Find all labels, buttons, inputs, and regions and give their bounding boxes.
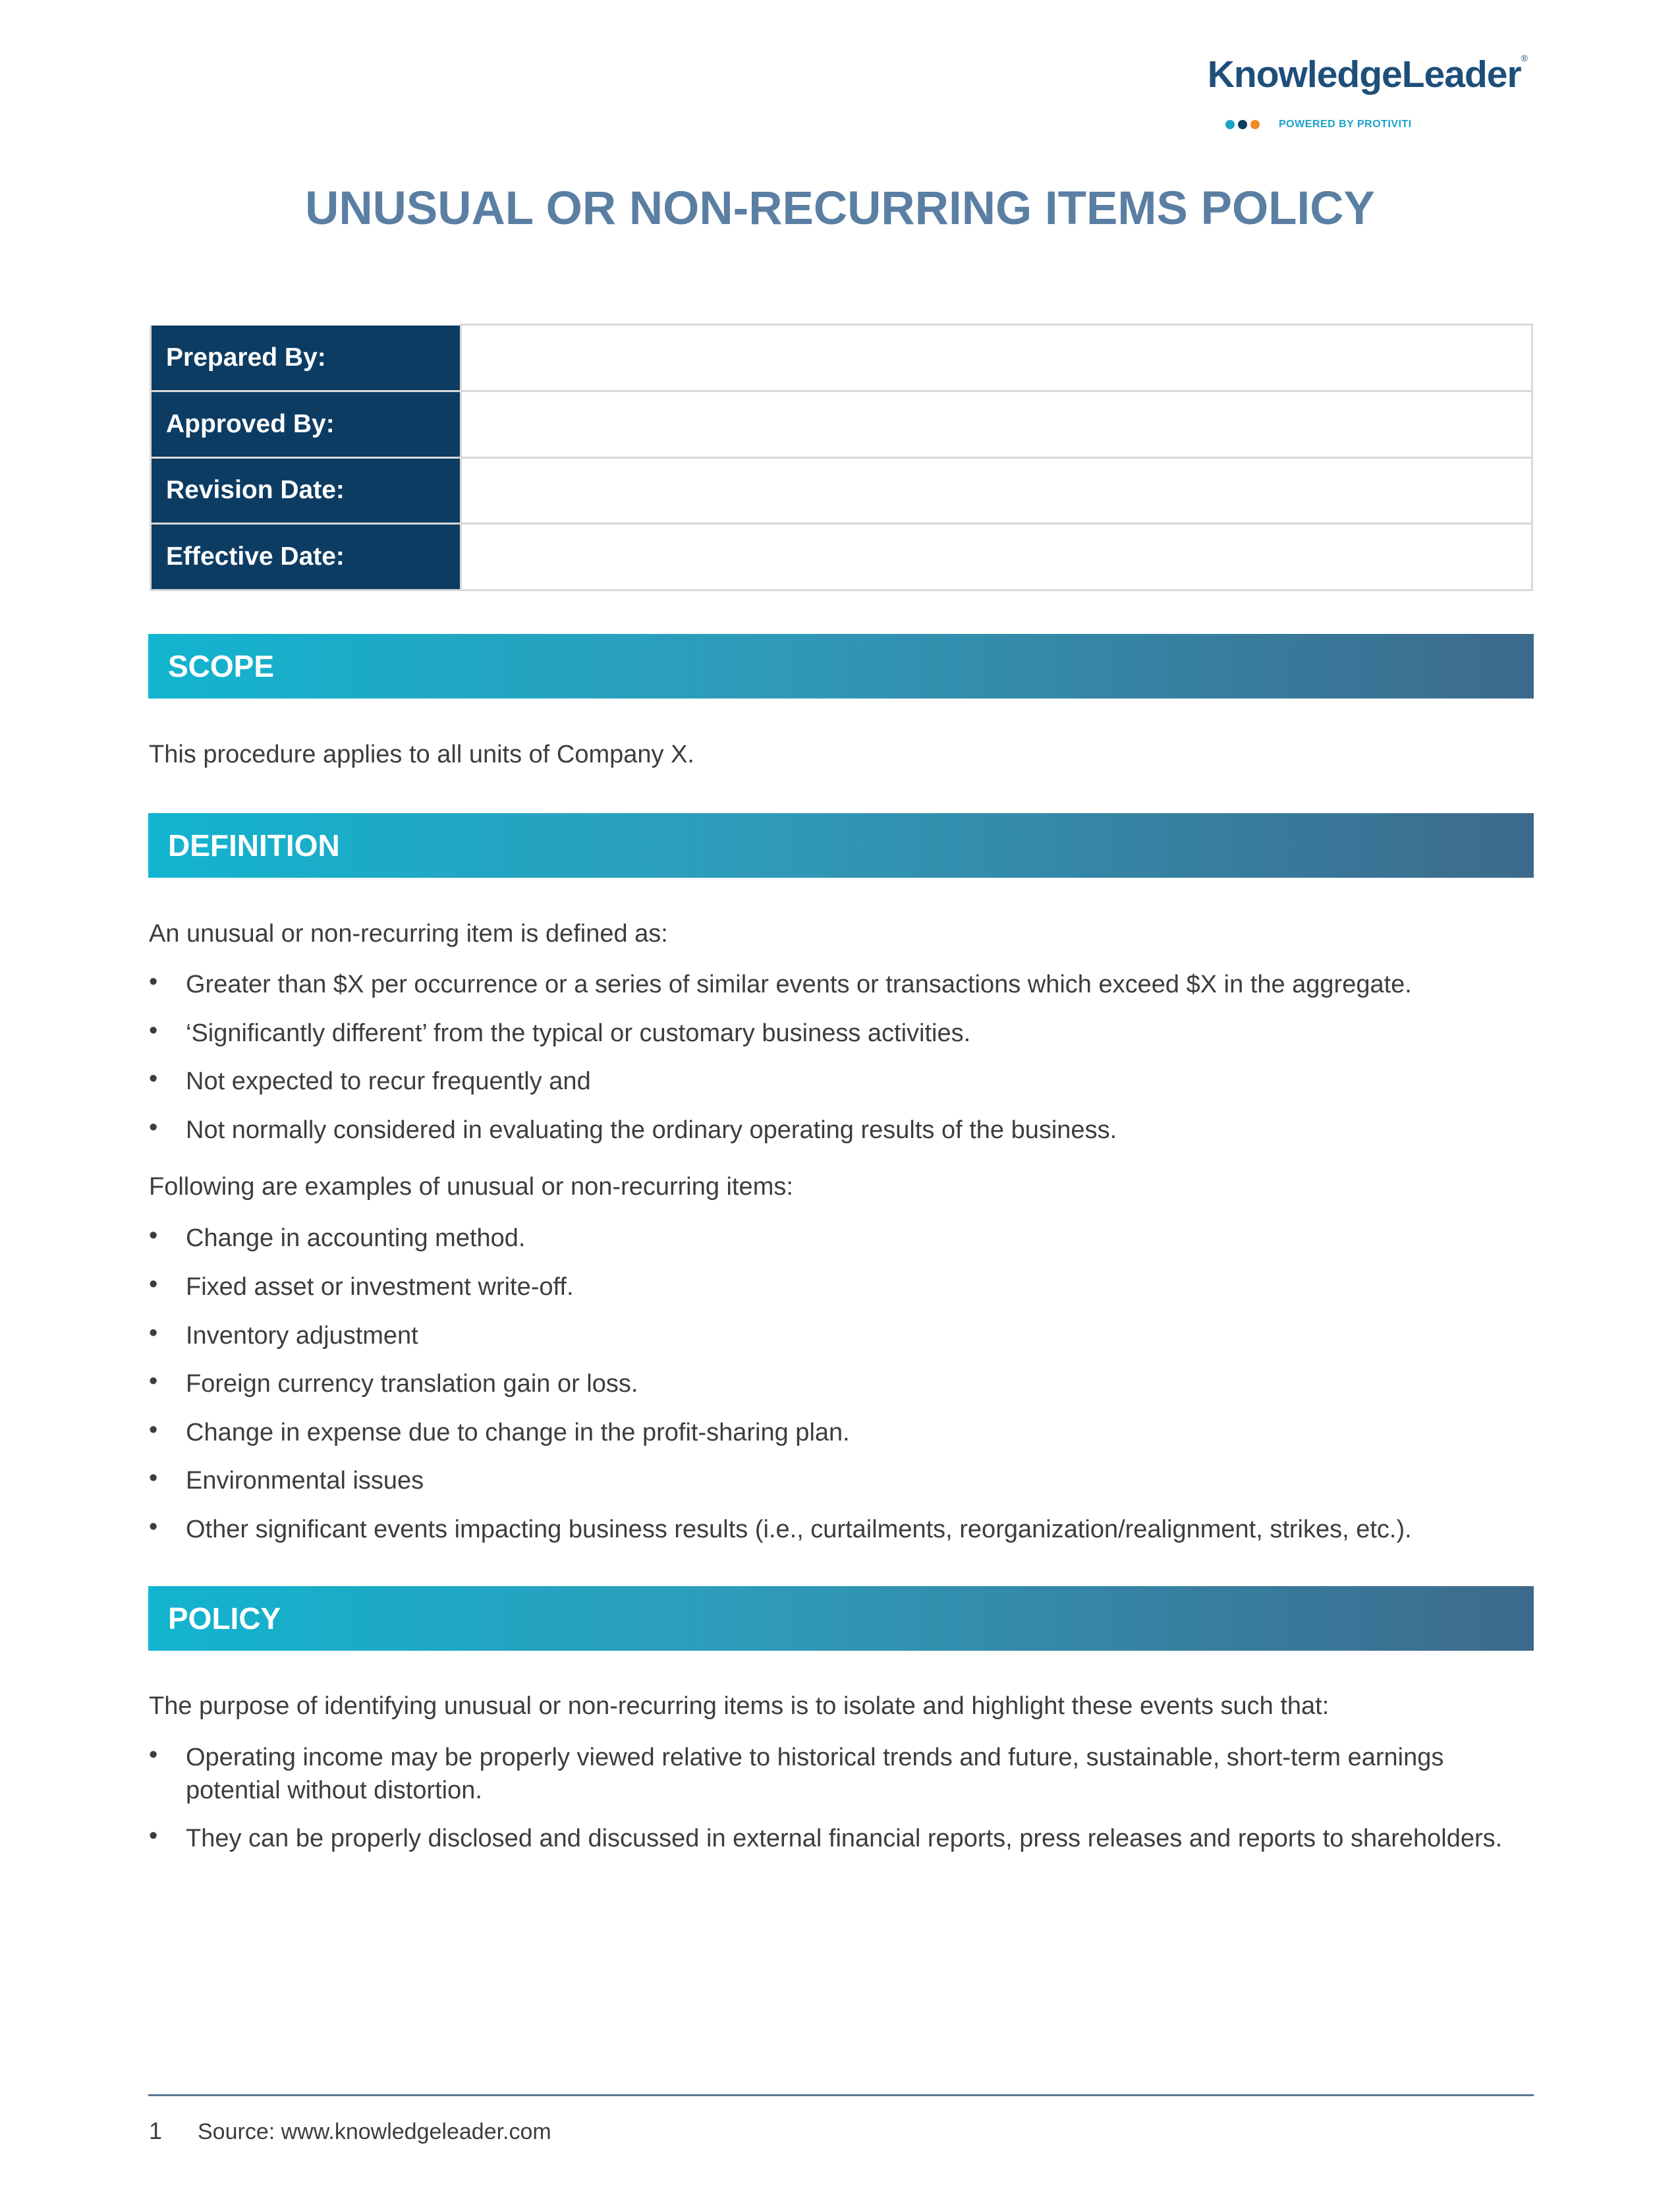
list-item-text: Inventory adjustment	[186, 1322, 418, 1350]
bullet-icon: •	[149, 1513, 158, 1541]
list-item-text: Greater than $X per occurrence or a series of similar events or transactions which exceed $X in the aggregate.	[186, 971, 1412, 998]
bullet-icon: •	[149, 1222, 158, 1249]
meta-row-effective-date	[151, 524, 1532, 590]
registered-mark: ®	[1521, 53, 1527, 63]
bullet-icon: •	[149, 1416, 158, 1444]
policy-intro: The purpose of identifying unusual or non-recurring items is to isolate and highlight these events such that:	[149, 1692, 1330, 1720]
meta-value	[461, 325, 1532, 391]
list-item-text: Not normally considered in evaluating the ordinary operating results of the business.	[186, 1116, 1117, 1144]
document-title: UNUSUAL OR NON-RECURRING ITEMS POLICY	[305, 183, 1375, 235]
bullet-icon: •	[149, 1367, 158, 1395]
bullet-icon: •	[149, 1741, 158, 1769]
page-number: 1	[149, 2117, 163, 2144]
bullet-icon: •	[149, 968, 158, 996]
brand-dot-2-icon	[1238, 120, 1247, 129]
list-item-text: Foreign currency translation gain or loss.	[186, 1370, 638, 1398]
list-item-text: Change in accounting method.	[186, 1224, 526, 1252]
meta-value	[461, 524, 1532, 590]
bullet-icon: •	[149, 1114, 158, 1141]
meta-label: Prepared By:	[151, 325, 461, 391]
bullet-icon: •	[149, 1065, 158, 1093]
definition-intro: An unusual or non-recurring item is defined as:	[149, 920, 668, 948]
list-item-text: Fixed asset or investment write-off.	[186, 1273, 574, 1301]
meta-label: Revision Date:	[151, 457, 461, 524]
bullet-icon: •	[149, 1017, 158, 1044]
brand-tagline: POWERED BY PROTIVITI	[1279, 119, 1412, 130]
section-heading-definition: DEFINITION	[148, 813, 1534, 878]
section-heading-policy: POLICY	[148, 1586, 1534, 1651]
list-item-text: Environmental issues	[186, 1467, 424, 1495]
list-item-text: Other significant events impacting business results (i.e., curtailments, reorganization/realignment, strikes, etc.).	[186, 1516, 1412, 1543]
list-item-text: Change in expense due to change in the profit-sharing plan.	[186, 1419, 850, 1446]
list-item-text: Operating income may be properly viewed relative to historical trends and future, sustainable, short-term earnings potential without distortion.	[186, 1744, 1444, 1804]
brand-name: KnowledgeLeader®	[1207, 53, 1527, 96]
bullet-icon: •	[149, 1319, 158, 1347]
section-heading-scope: SCOPE	[148, 634, 1534, 699]
meta-value	[461, 457, 1532, 524]
brand-dot-3-icon	[1250, 120, 1260, 129]
meta-row-prepared-by	[151, 325, 1532, 391]
examples-intro: Following are examples of unusual or non-recurring items:	[149, 1173, 793, 1201]
bullet-icon: •	[149, 1464, 158, 1492]
list-item-text: Not expected to recur frequently and	[186, 1068, 591, 1095]
footer-divider	[148, 2094, 1534, 2096]
scope-text: This procedure applies to all units of Company X.	[149, 741, 694, 768]
meta-label: Effective Date:	[151, 524, 461, 590]
footer-source: Source: www.knowledgeleader.com	[198, 2119, 551, 2144]
meta-label: Approved By:	[151, 391, 461, 457]
document-meta-table	[150, 324, 1533, 591]
bullet-icon: •	[149, 1822, 158, 1850]
meta-value	[461, 391, 1532, 457]
meta-row-revision-date	[151, 457, 1532, 524]
brand-logo	[1185, 53, 1527, 132]
list-item-text: ‘Significantly different’ from the typical or customary business activities.	[186, 1019, 971, 1047]
list-item-text: They can be properly disclosed and discussed in external financial reports, press releases and reports to shareholders.	[186, 1825, 1503, 1852]
meta-row-approved-by	[151, 391, 1532, 457]
brand-tagline-row	[1225, 119, 1412, 130]
bullet-icon: •	[149, 1270, 158, 1298]
brand-dot-1-icon	[1225, 120, 1235, 129]
